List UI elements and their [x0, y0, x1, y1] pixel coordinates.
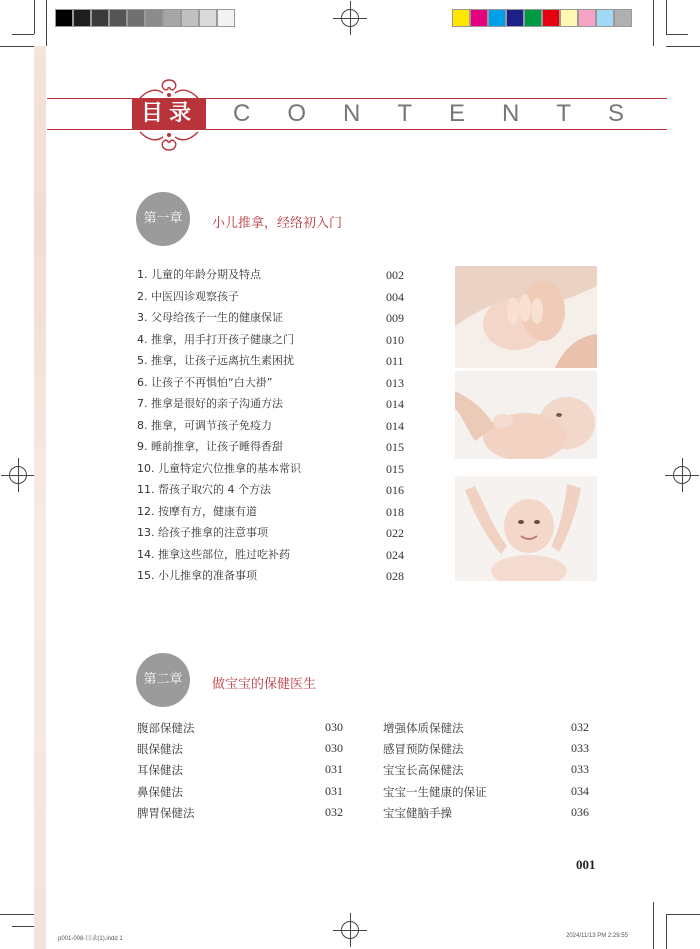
crop-mark — [12, 34, 34, 35]
toc-item[interactable]: 11. 帮孩子取穴的 4 个方法 016 — [137, 483, 404, 497]
toc-item[interactable]: 宝宝健脑手操 036 — [383, 805, 589, 820]
registration-mark — [665, 458, 699, 492]
registration-mark — [1, 458, 35, 492]
grayscale-color-bar — [55, 9, 235, 27]
slug-filename: p001-008-目录(1).indd 1 — [58, 936, 123, 942]
page-number: 001 — [576, 857, 596, 872]
toc-item[interactable]: 7. 推拿是很好的亲子沟通方法 014 — [137, 397, 404, 411]
toc-badge — [130, 78, 208, 150]
toc-item[interactable]: 12. 按摩有方，健康有道 018 — [137, 504, 404, 519]
crop-mark — [46, 0, 47, 46]
toc-item[interactable]: 13. 给孩子推拿的注意事项 022 — [137, 526, 404, 540]
chapter-1-title: 小儿推拿，经络初入门 — [212, 216, 343, 231]
slug-timestamp: 2024/11/13 PM 2:29:55 — [566, 933, 628, 939]
crop-mark — [34, 0, 35, 34]
photo-baby-lying — [455, 371, 597, 474]
toc-item[interactable]: 感冒预防保健法 033 — [383, 741, 589, 756]
toc-item[interactable]: 9. 睡前推拿，让孩子睡得香甜 015 — [137, 440, 404, 454]
chapter-2-title: 做宝宝的保健医生 — [212, 677, 317, 692]
crop-mark — [666, 914, 700, 915]
toc-item[interactable]: 眼保健法 030 — [137, 741, 343, 756]
crop-mark — [0, 46, 34, 47]
toc-item[interactable]: 腹部保健法 030 — [137, 720, 343, 735]
toc-item[interactable]: 4. 推拿，用手打开孩子健康之门 010 — [137, 332, 404, 347]
ornament-top-icon — [130, 78, 208, 100]
toc-item[interactable]: 增强体质保健法 032 — [383, 720, 589, 735]
crop-mark — [653, 0, 654, 46]
crop-mark — [666, 0, 667, 34]
crop-mark — [0, 914, 34, 915]
page-edge-decoration — [34, 46, 46, 949]
registration-mark — [333, 1, 367, 35]
toc-item[interactable]: 耳保健法 031 — [137, 762, 343, 777]
toc-item[interactable]: 8. 推拿，可调节孩子免疫力 014 — [137, 418, 404, 433]
crop-mark — [666, 34, 688, 35]
toc-item[interactable]: 15. 小儿推拿的准备事项 028 — [137, 569, 404, 583]
toc-item[interactable]: 6. 让孩子不再惧怕“白大褂” 013 — [137, 375, 404, 390]
photo-baby-feet-massage — [455, 266, 597, 368]
ornament-bottom-icon — [130, 130, 208, 152]
toc-item[interactable]: 宝宝长高保健法 033 — [383, 762, 589, 777]
chapter-1-label: 第一章 — [136, 192, 190, 246]
toc-item[interactable]: 宝宝一生健康的保证 034 — [383, 784, 589, 799]
contents-heading: CONTENTS — [233, 100, 661, 127]
crop-mark — [666, 914, 667, 949]
crop-mark — [12, 926, 34, 927]
toc-item[interactable]: 鼻保健法 031 — [137, 784, 343, 799]
registration-mark — [333, 913, 367, 947]
toc-item[interactable]: 10. 儿童特定穴位推拿的基本常识 015 — [137, 461, 404, 476]
crop-mark — [666, 46, 700, 47]
chapter-2-label: 第二章 — [136, 653, 190, 707]
toc-badge-label: 目录 — [132, 98, 206, 130]
toc-item[interactable]: 2. 中医四诊观察孩子 004 — [137, 289, 404, 304]
cmyk-color-bar — [452, 9, 632, 27]
toc-item[interactable]: 1. 儿童的年龄分期及特点 002 — [137, 268, 404, 282]
toc-item[interactable]: 脾胃保健法 032 — [137, 805, 343, 820]
toc-item[interactable]: 5. 推拿，让孩子远离抗生素困扰 011 — [137, 354, 404, 368]
crop-mark — [653, 902, 654, 949]
toc-item[interactable]: 14. 推拿这些部位，胜过吃补药 024 — [137, 547, 404, 562]
toc-item[interactable]: 3. 父母给孩子一生的健康保证 009 — [137, 311, 404, 325]
photo-baby-arms-raised — [455, 476, 597, 581]
